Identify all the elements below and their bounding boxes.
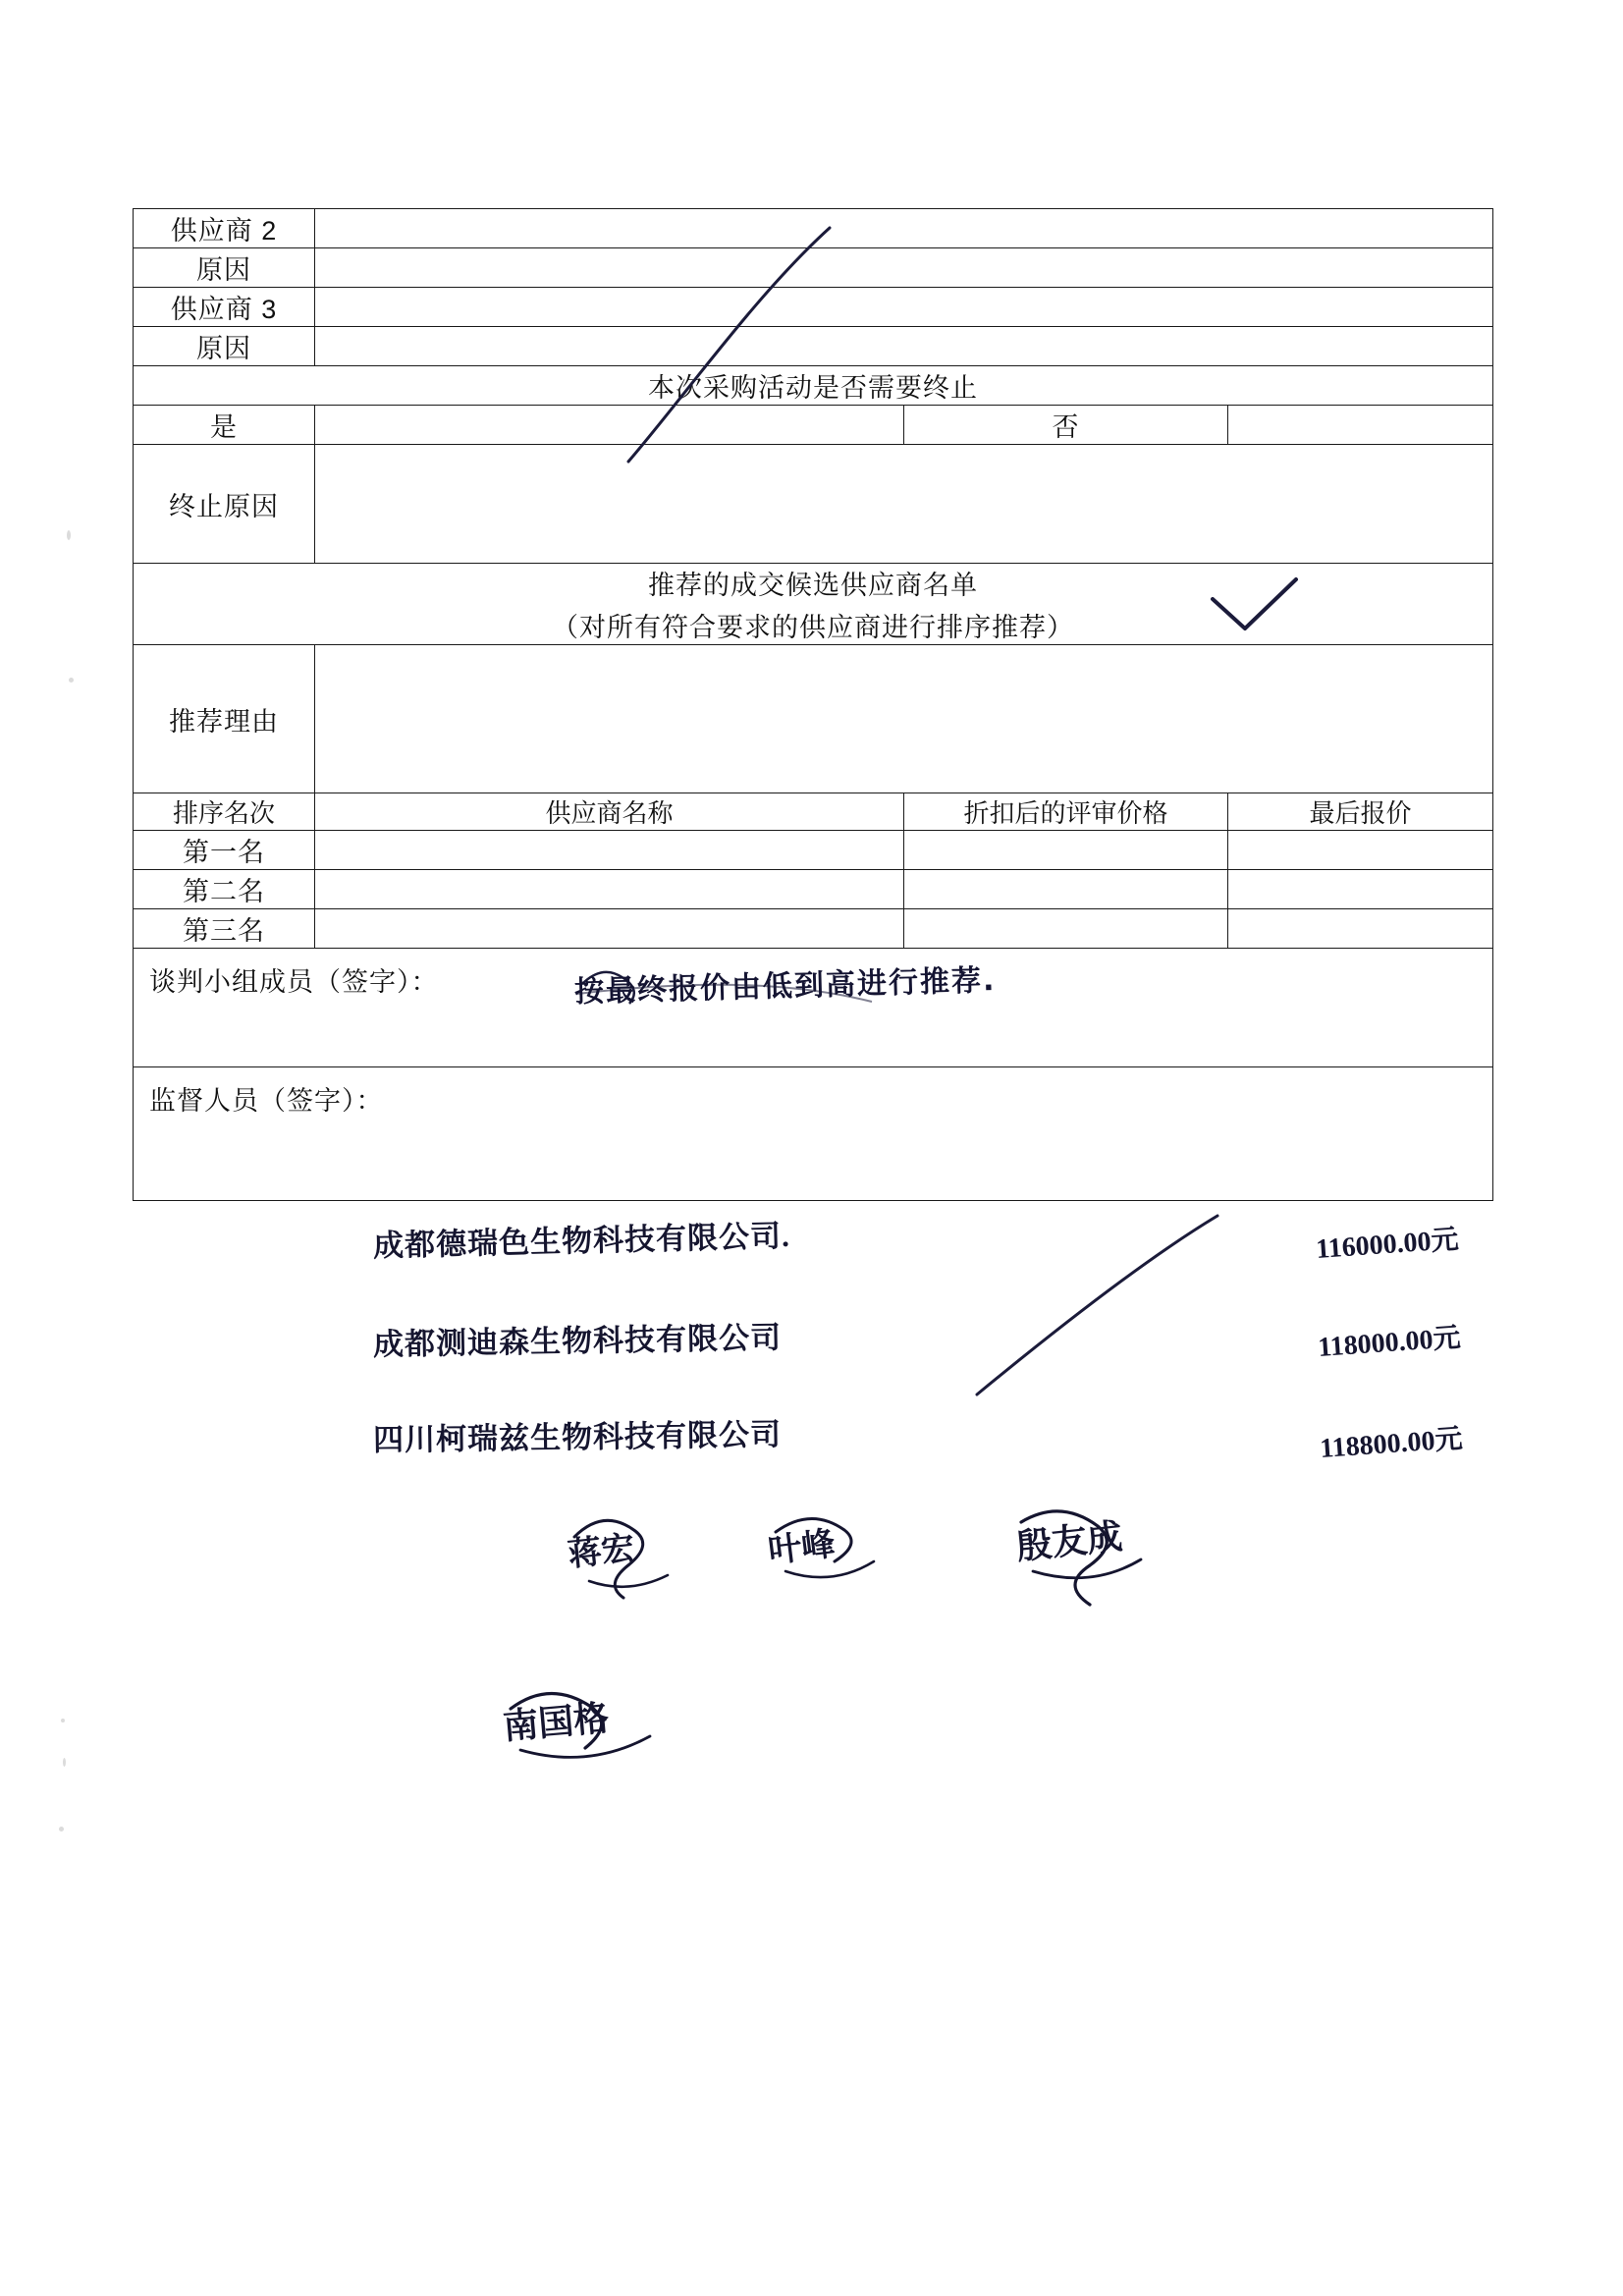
reason2-label: 原因 [134,327,315,366]
supplier3-value[interactable] [315,288,1493,327]
table-row [134,831,1493,870]
scan-speckle [63,1758,66,1767]
terminate-reason-value[interactable] [315,445,1493,564]
table-row [134,645,1493,793]
panel-signature-3: 殷友成 [1014,1516,1125,1567]
supplier2-label: 供应商 2 [134,209,315,248]
scan-speckle [61,1719,65,1722]
scan-speckle [67,530,71,540]
table-row [134,793,1493,831]
column-header-rank: 排序名次 [134,793,315,831]
final-price-3-handwriting: 118800.00元 [1319,1423,1464,1465]
supplier-name-1-handwriting: 成都德瑞色生物科技有限公司. [372,1218,791,1264]
final-price-2-handwriting: 118000.00元 [1317,1322,1462,1364]
final-price-3[interactable] [1228,909,1493,949]
recommend-reason-value[interactable] [315,645,1493,793]
scan-speckle [59,1827,64,1831]
table-row [134,248,1493,288]
table-row [134,445,1493,564]
terminate-reason-label: 终止原因 [134,445,315,564]
supplier-name-1[interactable] [315,831,904,870]
supplier-name-3-handwriting: 四川柯瑞兹生物科技有限公司 [372,1417,783,1457]
recommend-reason-handwriting: 按最终报价由低到高进行推荐. [573,963,997,1010]
supervisor-signature: 南国格 [501,1698,611,1747]
recommend-reason-label: 推荐理由 [134,645,315,793]
recommend-banner [134,564,1493,645]
table-row [134,564,1493,645]
supplier2-value[interactable] [315,209,1493,248]
terminate-no-label: 否 [904,406,1228,445]
table-row [134,366,1493,406]
review-price-3[interactable] [904,909,1228,949]
panel-signature-1: 蒋宏 [566,1530,637,1574]
rank-3: 第三名 [134,909,315,949]
final-price-1[interactable] [1228,831,1493,870]
review-price-2[interactable] [904,870,1228,909]
table-row [134,288,1493,327]
reason2-value[interactable] [315,327,1493,366]
column-header-supplier: 供应商名称 [315,793,904,831]
rank-2: 第二名 [134,870,315,909]
column-header-review-price: 折扣后的评审价格 [904,793,1228,831]
reason1-value[interactable] [315,248,1493,288]
supplier-name-2[interactable] [315,870,904,909]
terminate-yes-value[interactable] [315,406,904,445]
scan-speckle [69,678,74,683]
supplier3-label: 供应商 3 [134,288,315,327]
supervisor-signature-label: 监督人员（签字）： [149,1086,384,1116]
reason1-label: 原因 [134,248,315,288]
form-sheet [133,208,1492,1201]
table-row [134,1067,1493,1201]
procurement-form-table [133,208,1493,1201]
supplier-name-3[interactable] [315,909,904,949]
terminate-yes-label: 是 [134,406,315,445]
supplier-name-2-handwriting: 成都测迪森生物科技有限公司 [372,1320,783,1362]
table-row [134,909,1493,949]
final-price-1-handwriting: 116000.00元 [1315,1224,1460,1266]
table-row [134,209,1493,248]
table-row [134,327,1493,366]
table-row [134,870,1493,909]
rank-1: 第一名 [134,831,315,870]
panel-signature-label: 谈判小组成员（签字）： [149,967,439,997]
final-price-2[interactable] [1228,870,1493,909]
table-row [134,406,1493,445]
supervisor-signature-row[interactable] [134,1067,1493,1201]
recommend-banner-line2: （对所有符合要求的供应商进行排序推荐） [552,613,1074,642]
terminate-no-value[interactable] [1228,406,1493,445]
recommend-banner-line1: 推荐的成交候选供应商名单 [648,571,978,600]
column-header-final-price: 最后报价 [1228,793,1493,831]
panel-signature-2: 叶峰 [766,1525,838,1570]
review-price-1[interactable] [904,831,1228,870]
terminate-banner: 本次采购活动是否需要终止 [134,366,1493,406]
